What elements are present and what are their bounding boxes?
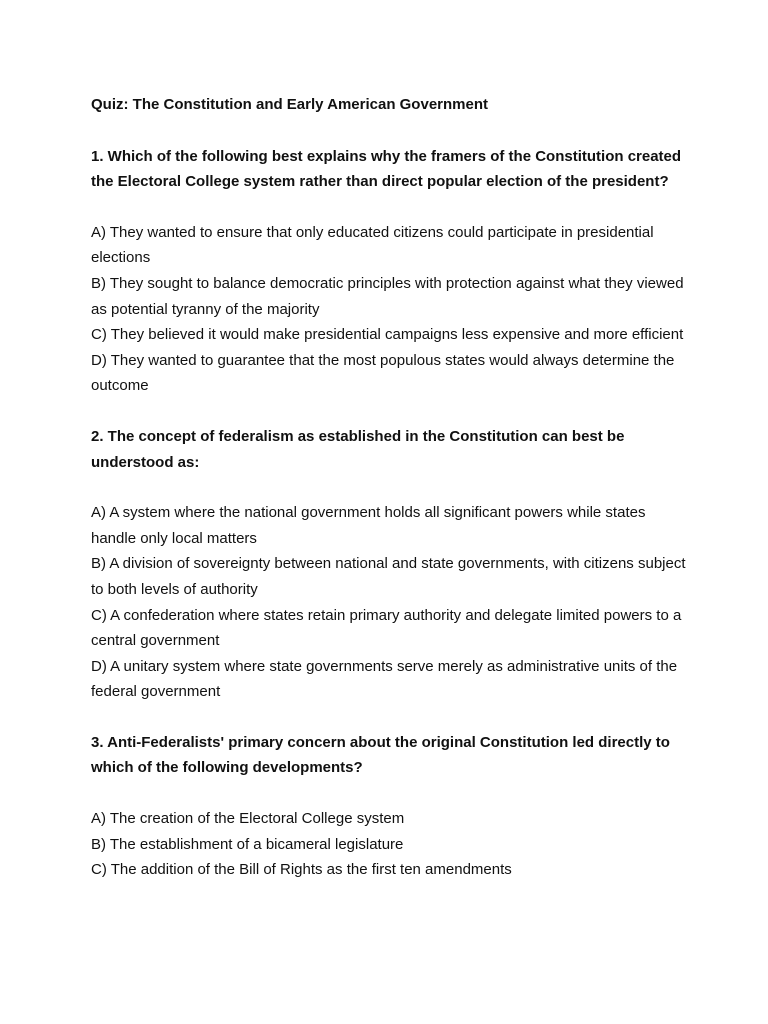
quiz-title: Quiz: The Constitution and Early American Government [91, 96, 488, 113]
question-2-option-c: C) A confederation where states retain primary authority and delegate limited powers to a central government [91, 606, 682, 650]
question-3-option-a: A) The creation of the Electoral College system [91, 810, 405, 828]
question-3-option-c: C) The addition of the Bill of Rights as the first ten amendments [91, 861, 512, 879]
question-2: 2. The concept of federalism as established in the Constitution can best be understood as: [91, 427, 625, 471]
quiz-content [91, 92, 691, 908]
question-2-option-a: A) A system where the national government holds all significant powers while states handle only local matters [91, 504, 646, 547]
question-1: 1. Which of the following best explains why the framers of the Constitution created the Electoral College system rather than direct popular election of the president? [91, 147, 682, 191]
question-1-option-d: D) They wanted to guarantee that the most populous states would always determine the outcome [91, 351, 675, 395]
question-1-options [91, 220, 691, 399]
question-3-options [91, 806, 691, 883]
question-1-option-b: B) They sought to balance democratic principles with protection against what they viewed as potential tyranny of the majority [91, 274, 684, 318]
question-3: 3. Anti-Federalists' primary concern about the original Constitution led directly to which of the following developments? [91, 733, 670, 777]
question-1-option-a: A) They wanted to ensure that only educated citizens could participate in presidential elections [91, 223, 654, 267]
question-3-option-b: B) The establishment of a bicameral legislature [91, 835, 404, 853]
question-2-option-b: B) A division of sovereignty between national and state governments, with citizens subject to both levels of authority [91, 555, 686, 598]
question-1-option-c: C) They believed it would make presidential campaigns less expensive and more efficient [91, 326, 684, 344]
question-2-options [91, 500, 691, 705]
question-2-option-d: D) A unitary system where state governments serve merely as administrative units of the federal government [91, 657, 678, 701]
